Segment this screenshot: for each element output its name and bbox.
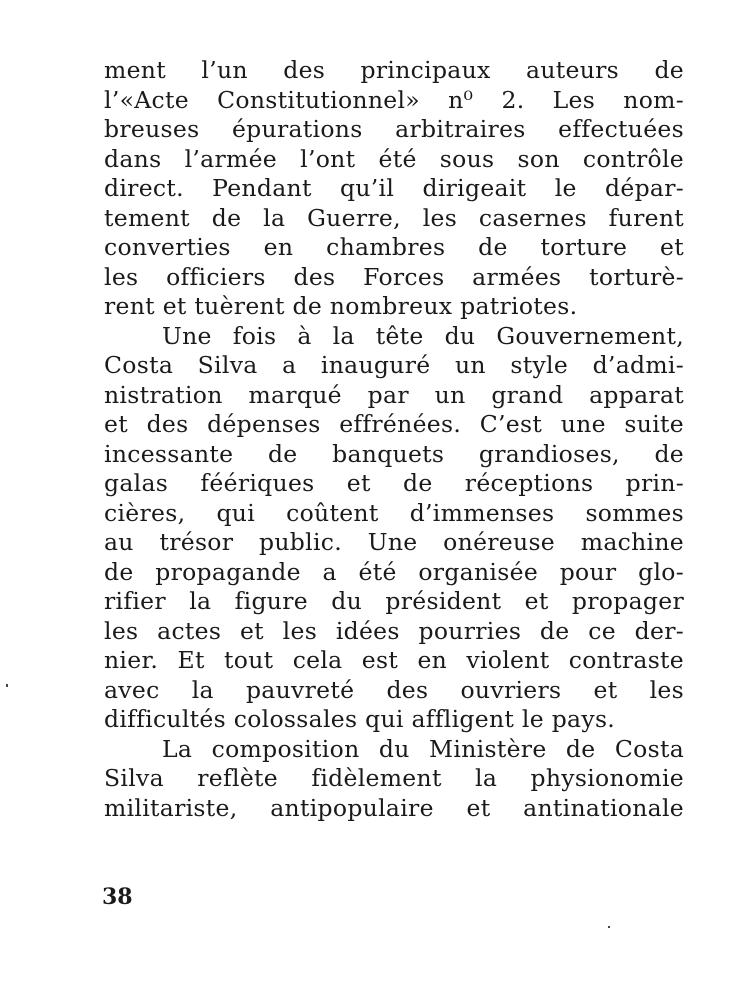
scan-speck [608, 926, 610, 928]
text-line: rifier la figure du président et propager [104, 587, 684, 615]
text-line: avec la pauvreté des ouvriers et les [104, 675, 684, 704]
text-line: Une fois à la tête du Gouvernement, [162, 321, 684, 350]
text-line: nier. Et tout cela est en violent contraste [104, 646, 684, 674]
text-line: nistration marqué par un grand apparat [104, 380, 684, 409]
text-line: de propagande a été organisée pour glo- [104, 557, 684, 586]
text-line: Silva reflète fidèlement la physionomie [104, 764, 684, 792]
body-text [104, 56, 684, 823]
text-line: ment l’un des principaux auteurs de [104, 56, 684, 84]
page-number: 38 [102, 884, 133, 910]
text-line: l’«Acte Constitutionnel» n⁰ 2. Les nom- [104, 85, 684, 114]
text-line: dans l’armée l’ont été sous son contrôle [104, 144, 684, 173]
text-line: cières, qui coûtent d’immenses sommes [104, 498, 684, 527]
text-line: converties en chambres de torture et [104, 233, 684, 261]
text-line: rent et tuèrent de nombreux patriotes. [104, 292, 578, 320]
text-line: militariste, antipopulaire et antinationale [104, 793, 684, 822]
text-line: galas féériques et de réceptions prin- [104, 469, 684, 497]
text-line: les officiers des Forces armées torturè- [104, 262, 684, 291]
text-line: Costa Silva a inauguré un style d’admi- [104, 351, 684, 379]
text-line: difficultés colossales qui affligent le pays. [104, 705, 616, 733]
scan-speck [6, 684, 8, 687]
text-line: La composition du Ministère de Costa [162, 734, 684, 763]
text-line: breuses épurations arbitraires effectuées [104, 115, 684, 143]
text-line: les actes et les idées pourries de ce der- [104, 616, 684, 645]
text-line: incessante de banquets grandioses, de [104, 439, 684, 468]
text-line: au trésor public. Une onéreuse machine [104, 528, 684, 556]
text-line: direct. Pendant qu’il dirigeait le dépar- [104, 174, 684, 202]
text-line: et des dépenses effrénées. C’est une suite [104, 410, 684, 438]
text-line: tement de la Guerre, les casernes furent [104, 203, 684, 232]
